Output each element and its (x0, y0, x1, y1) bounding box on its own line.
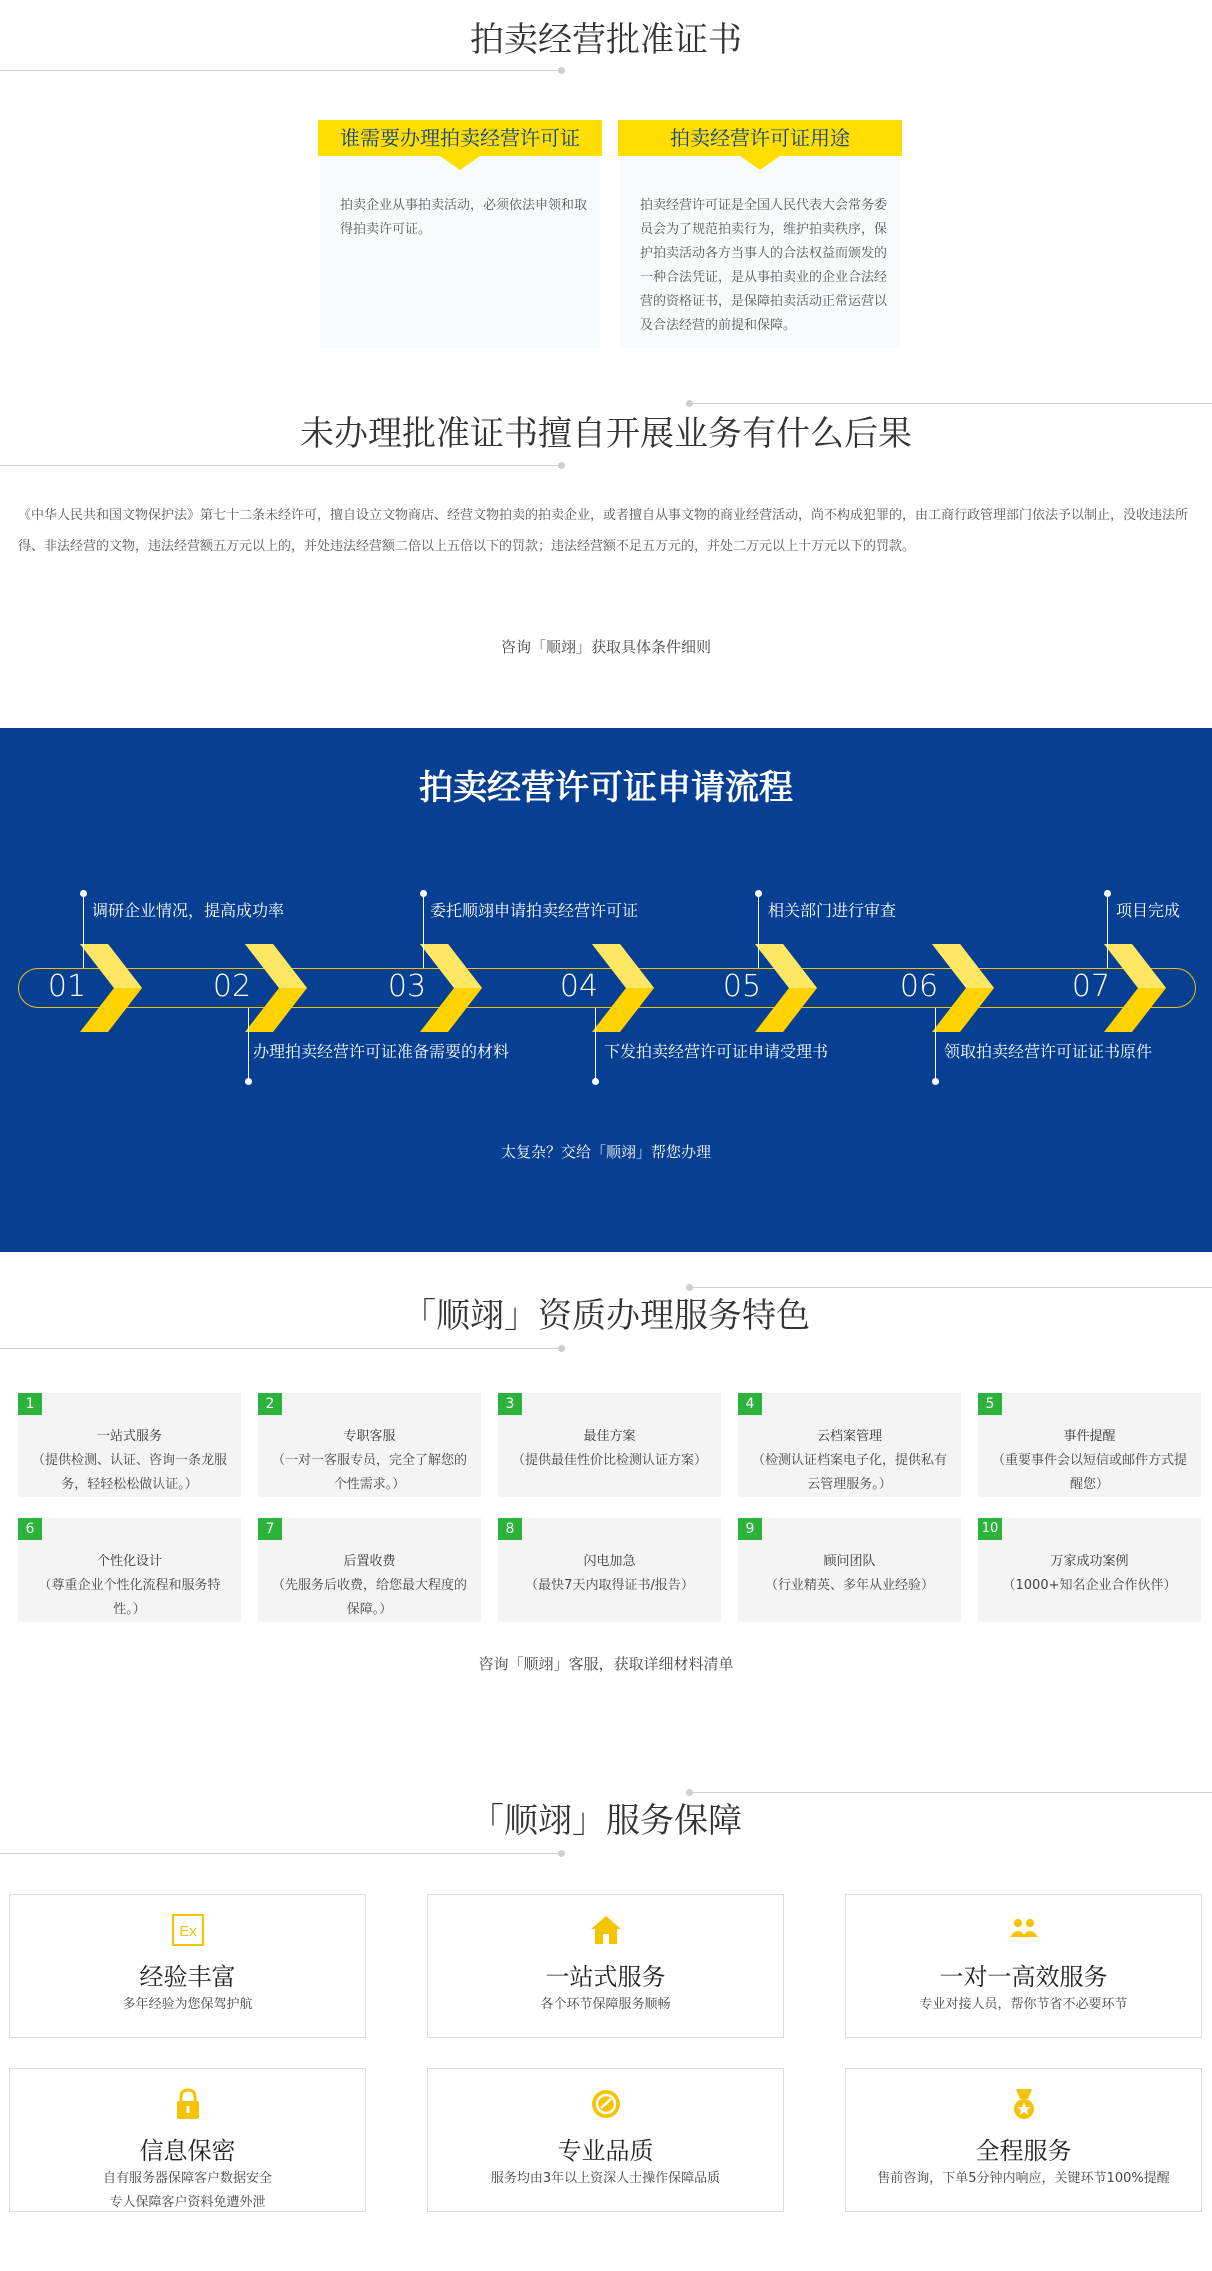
connector-dot (592, 1078, 599, 1085)
connector-line (595, 1008, 596, 1082)
card-heading: 谁需要办理拍卖经营许可证 (318, 120, 602, 156)
feature-desc: （最快7天内取得证书/报告） (525, 1578, 694, 1593)
title-divider-dot (558, 67, 565, 74)
guarantee-card-privacy (9, 2068, 366, 2212)
feature-number-badge: 2 (258, 1393, 282, 1415)
home-icon (589, 1913, 623, 1947)
step-label: 项目完成 (1116, 901, 1181, 920)
guarantee-desc-line: 自有服务器保障客户数据安全 (102, 2171, 272, 2186)
title-divider-dot (558, 462, 565, 469)
title-divider-left (0, 465, 560, 466)
connector-line (1107, 894, 1108, 968)
guarantee-card-experience (9, 1894, 366, 2038)
title-divider-dot (558, 1345, 565, 1352)
section-title-process: 拍卖经营许可证申请流程 (419, 768, 793, 808)
step-label: 委托顺翊申请拍卖经营许可证 (430, 901, 639, 920)
consult-link-conditions[interactable]: 咨询「顺翊」获取具体条件细则 (500, 638, 711, 656)
people-icon (1007, 1913, 1041, 1947)
step-number: 04 (559, 969, 599, 1004)
step-number: 03 (387, 969, 427, 1004)
step-label: 下发拍卖经营许可证申请受理书 (604, 1042, 829, 1061)
feature-title: 事件提醒 (1063, 1429, 1116, 1444)
guarantee-desc-line: 专人保障客户资料免遭外泄 (109, 2195, 266, 2210)
guarantee-card-one-on-one (845, 1894, 1202, 2038)
feature-desc: （重要事件会以短信或邮件方式提醒您） (991, 1453, 1187, 1492)
connector-line (248, 1008, 249, 1082)
feature-number-badge: 6 (18, 1518, 42, 1540)
guarantee-desc: 服务均由3年以上资深人士操作保障品质 (490, 2171, 721, 2186)
feature-title: 后置收费 (343, 1554, 396, 1569)
feature-desc: （提供检测、认证、咨询一条龙服务，轻轻松松做认证。） (31, 1453, 227, 1492)
guarantee-card-full-service (845, 2068, 1202, 2212)
feature-desc: （检测认证档案电子化，提供私有云管理服务。） (751, 1453, 947, 1492)
guarantee-title: 一对一高效服务 (939, 1963, 1108, 1991)
section-title-features: 「顺翊」资质办理服务特色 (402, 1296, 810, 1336)
feature-desc: （行业精英、多年从业经验） (764, 1578, 934, 1593)
step-label: 领取拍卖经营许可证证书原件 (944, 1042, 1153, 1061)
feature-desc: （提供最佳性价比检测认证方案） (511, 1453, 707, 1468)
guarantee-title: 经验丰富 (139, 1963, 236, 1991)
connector-dot (245, 1078, 252, 1085)
ex-icon-text: Ex (178, 1923, 197, 1940)
guarantee-desc (10, 2167, 365, 2215)
feature-card (18, 1518, 241, 1622)
step-label: 相关部门进行审查 (768, 901, 897, 920)
connector-line (935, 1008, 936, 1082)
feature-desc: （一对一客服专员，完全了解您的个性需求。） (271, 1453, 467, 1492)
step-label: 办理拍卖经营许可证准备需要的材料 (253, 1042, 510, 1061)
guarantee-desc: 各个环节保障服务顺畅 (540, 1997, 671, 2012)
step-number: 07 (1071, 969, 1111, 1004)
feature-title: 个性化设计 (96, 1554, 162, 1569)
feature-card (498, 1393, 721, 1497)
card-text: 拍卖经营许可证是全国人民代表大会常务委员会为了规范拍卖行为，维护拍卖秩序，保护拍卖活动各方当事人的合法权益而颁发的一种合法凭证，是从事拍卖业的企业合法经营的资格证书，是保障拍卖活动正常运营以及合法经营的前提和保障。 (640, 198, 888, 333)
feature-number-badge: 8 (498, 1518, 522, 1540)
step-number: 02 (212, 969, 252, 1004)
step-number: 05 (722, 969, 762, 1004)
guarantee-card-onestop (427, 1894, 784, 2038)
feature-card (498, 1518, 721, 1622)
feature-title: 专职客服 (343, 1429, 396, 1444)
consult-link-materials[interactable]: 咨询「顺翊」客服，获取详细材料清单 (478, 1655, 734, 1673)
feature-title: 闪电加急 (583, 1554, 636, 1569)
feature-card (738, 1393, 961, 1497)
feature-card (978, 1518, 1201, 1622)
feature-title: 云档案管理 (816, 1429, 882, 1444)
feature-card (258, 1518, 481, 1622)
guarantee-title: 专业品质 (557, 2137, 654, 2165)
law-paragraph: 《中华人民共和国文物保护法》第七十二条未经许可，擅自设立文物商店、经营文物拍卖的拍卖企业，或者擅自从事文物的商业经营活动，尚不构成犯罪的，由工商行政管理部门依法予以制止，没收违法所得、非法经营的文物，违法经营额五万元以上的，并处违法经营额二倍以上五倍以下的罚款；违法经营额不足五万元的，并处二万元以上十万元以下的罚款。 (18, 508, 1189, 554)
connector-line (423, 894, 424, 968)
feature-number-badge: 7 (258, 1518, 282, 1540)
guarantee-title: 一站式服务 (545, 1963, 666, 1991)
connector-dot (932, 1078, 939, 1085)
ex-icon (171, 1913, 205, 1947)
feature-number-badge: 10 (978, 1518, 1002, 1540)
feature-title: 顾问团队 (823, 1554, 876, 1569)
guarantee-title: 信息保密 (139, 2137, 236, 2165)
section-title-permit: 拍卖经营批准证书 (470, 20, 742, 60)
feature-number-badge: 4 (738, 1393, 762, 1415)
guarantee-title: 全程服务 (975, 2137, 1072, 2165)
feature-number-badge: 5 (978, 1393, 1002, 1415)
feature-desc: （尊重企业个性化流程和服务特性。） (38, 1578, 221, 1617)
connector-line (83, 894, 84, 968)
title-divider-right (692, 403, 1212, 404)
feature-title: 最佳方案 (583, 1429, 636, 1444)
feature-number-badge: 3 (498, 1393, 522, 1415)
title-divider-left (0, 1348, 560, 1349)
process-section (0, 728, 1212, 1252)
feature-number-badge: 1 (18, 1393, 42, 1415)
consult-link-process[interactable]: 太复杂？交给「顺翊」帮您办理 (500, 1143, 711, 1161)
feature-title: 一站式服务 (96, 1429, 162, 1444)
card-text: 拍卖企业从事拍卖活动，必须依法申领和取得拍卖许可证。 (340, 198, 588, 237)
feature-desc: （先服务后收费，给您最大程度的保障。） (271, 1578, 467, 1617)
feature-title: 万家成功案例 (1050, 1554, 1129, 1569)
info-card-usage (620, 120, 900, 348)
title-divider-dot (558, 1850, 565, 1857)
feature-card (18, 1393, 241, 1497)
info-card-who-needs (320, 120, 600, 348)
feature-card (258, 1393, 481, 1497)
section-title-guarantee: 「顺翊」服务保障 (470, 1801, 742, 1841)
title-divider-left (0, 70, 560, 71)
step-number: 06 (899, 969, 939, 1004)
guarantee-card-quality (427, 2068, 784, 2212)
medal-icon (1007, 2087, 1041, 2121)
card-heading: 拍卖经营许可证用途 (618, 120, 902, 156)
step-number: 01 (47, 969, 87, 1004)
guarantee-desc: 多年经验为您保驾护航 (122, 1997, 253, 2012)
feature-card (978, 1393, 1201, 1497)
quality-icon (589, 2087, 623, 2121)
step-label: 调研企业情况，提高成功率 (92, 901, 285, 920)
connector-line (758, 894, 759, 968)
title-divider-left (0, 1853, 560, 1854)
lock-icon (171, 2087, 205, 2121)
guarantee-desc: 售前咨询，下单5分钟内响应，关键环节100%提醒 (877, 2171, 1170, 2186)
feature-number-badge: 9 (738, 1518, 762, 1540)
section-title-consequences: 未办理批准证书擅自开展业务有什么后果 (300, 414, 912, 454)
feature-card (738, 1518, 961, 1622)
feature-desc: （1000+知名企业合作伙伴） (1002, 1578, 1177, 1593)
guarantee-desc: 专业对接人员，帮你节省不必要环节 (919, 1997, 1128, 2012)
